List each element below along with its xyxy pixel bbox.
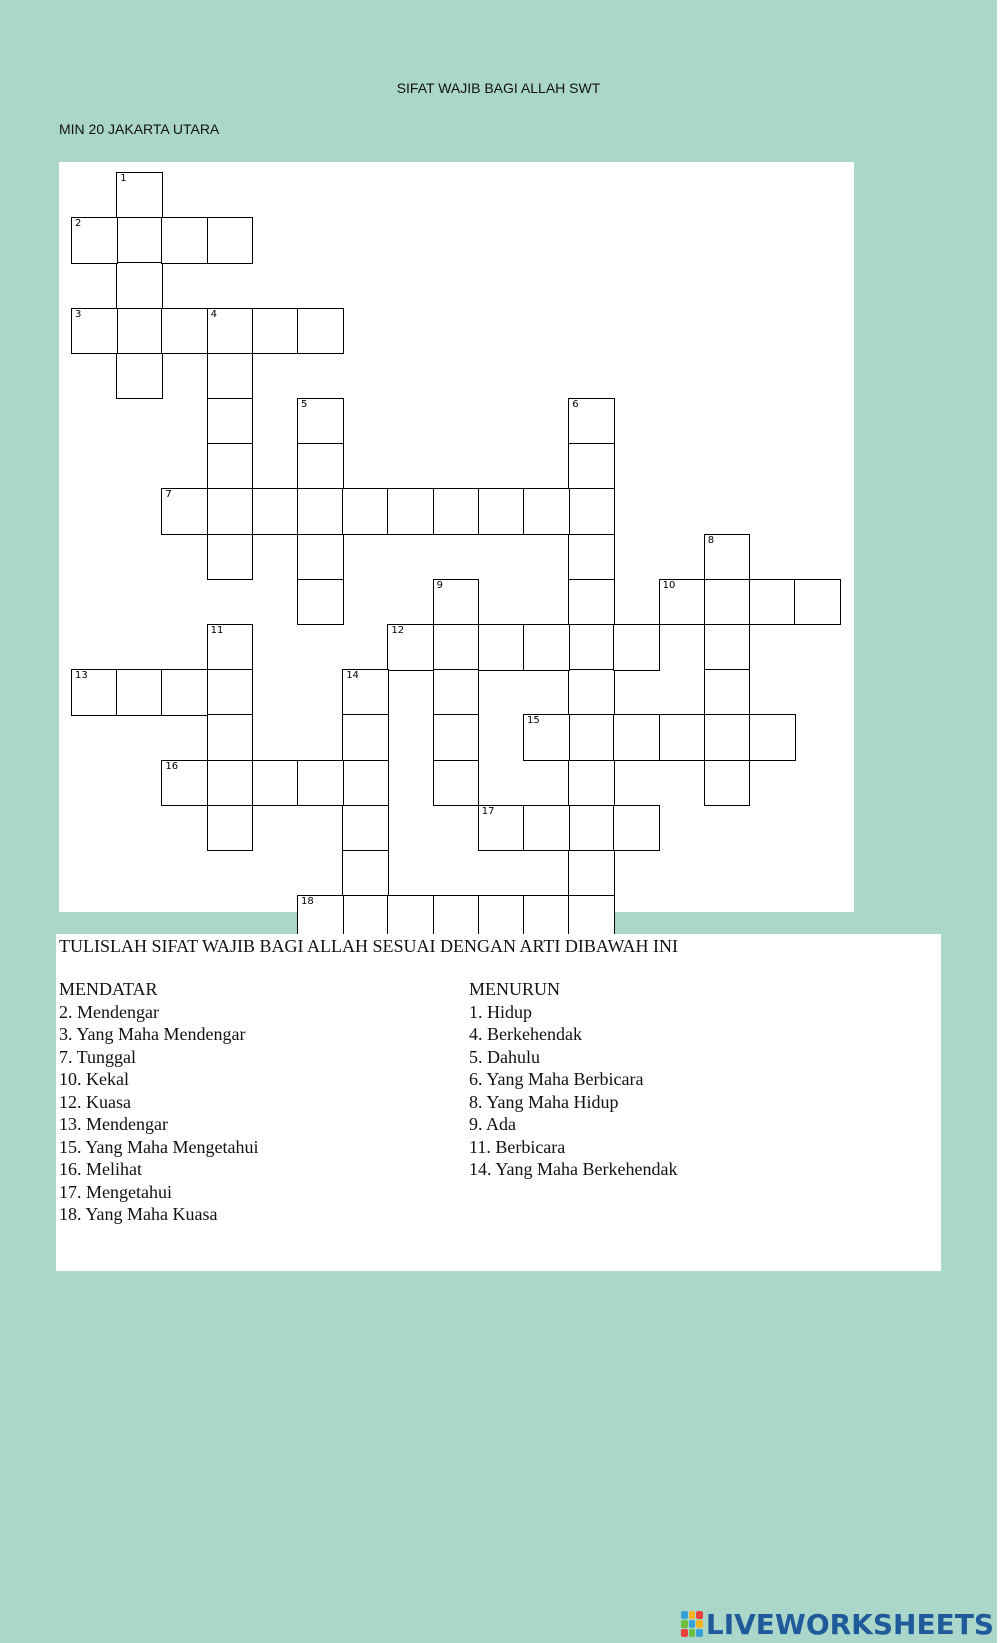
across-clues — [59, 978, 258, 1226]
across-clue: 12. Kuasa — [59, 1091, 131, 1112]
clue-number: 1 — [120, 173, 127, 184]
crossword-cell[interactable] — [207, 353, 254, 400]
clue-number: 9 — [436, 579, 443, 591]
crossword-cell[interactable] — [387, 488, 434, 535]
crossword-cell[interactable] — [523, 714, 570, 761]
crossword-cell[interactable] — [116, 172, 163, 219]
crossword-cell[interactable] — [207, 534, 254, 581]
clue-number: 15 — [527, 715, 540, 727]
crossword-cell[interactable] — [568, 805, 615, 852]
across-clue: 18. Yang Maha Kuasa — [59, 1204, 218, 1224]
clue-panel — [56, 934, 941, 1271]
across-clue: 13. Mendengar — [59, 1114, 168, 1134]
down-clue: 1. Hidup — [469, 1001, 532, 1022]
across-clue: 2. Mendengar — [59, 1001, 159, 1022]
crossword-cell[interactable] — [749, 714, 796, 761]
crossword-cell[interactable] — [116, 353, 163, 400]
crossword-cell[interactable] — [433, 624, 480, 671]
crossword-cell[interactable] — [568, 850, 615, 897]
crossword-cell[interactable] — [749, 579, 796, 626]
crossword-cell[interactable] — [478, 805, 525, 852]
page-title: SIFAT WAJIB BAGI ALLAH SWT — [396, 80, 601, 96]
crossword-cell[interactable] — [568, 534, 615, 581]
crossword-cell[interactable] — [297, 398, 344, 445]
liveworksheets-logo — [681, 1607, 994, 1641]
school-name: MIN 20 JAKARTA UTARA — [59, 121, 220, 137]
clue-number: 5 — [301, 399, 308, 410]
crossword-cell[interactable] — [207, 624, 254, 671]
across-heading: MENDATAR — [59, 979, 158, 999]
clue-number: 6 — [572, 399, 579, 410]
across-clue: 15. Yang Maha Mengetahui — [59, 1136, 259, 1157]
down-clue: 5. Dahulu — [469, 1046, 540, 1067]
crossword-cell[interactable] — [161, 669, 208, 716]
crossword-cell[interactable] — [523, 805, 570, 852]
crossword-cell[interactable] — [704, 669, 751, 716]
crossword-cell[interactable] — [207, 669, 254, 716]
crossword-cell[interactable] — [433, 579, 480, 626]
crossword-cell[interactable] — [478, 624, 525, 671]
crossword-cell[interactable] — [704, 579, 751, 626]
crossword-cell[interactable] — [161, 760, 208, 807]
across-clue: 10. Kekal — [59, 1069, 129, 1089]
crossword-cell[interactable] — [207, 760, 254, 807]
across-clue: 17. Mengetahui — [59, 1181, 172, 1202]
crossword-cell[interactable] — [252, 760, 299, 807]
clue-number: 4 — [210, 308, 217, 320]
crossword-cell[interactable] — [433, 669, 480, 716]
crossword-cell[interactable] — [71, 669, 118, 716]
crossword-cell[interactable] — [794, 579, 841, 626]
crossword-cell[interactable] — [342, 760, 389, 807]
clue-number: 10 — [662, 579, 676, 591]
clue-number: 18 — [301, 896, 314, 908]
crossword-cell[interactable] — [387, 624, 434, 671]
clue-number: 11 — [210, 625, 224, 636]
down-clue: 14. Yang Maha Berkehendak — [469, 1159, 678, 1179]
down-clue: 4. Berkehendak — [469, 1024, 582, 1044]
crossword-cell[interactable] — [297, 443, 344, 490]
crossword-cell[interactable] — [568, 443, 615, 490]
crossword-cell[interactable] — [297, 579, 344, 626]
crossword-cell[interactable] — [613, 624, 660, 671]
crossword-cell[interactable] — [207, 488, 254, 535]
down-heading: MENURUN — [469, 979, 561, 999]
crossword-cell[interactable] — [659, 714, 706, 761]
crossword-cell[interactable] — [297, 534, 344, 581]
crossword-cell[interactable] — [433, 760, 480, 807]
crossword-cell[interactable] — [523, 624, 570, 671]
clue-number: 12 — [391, 625, 405, 636]
instruction-text: TULISLAH SIFAT WAJIB BAGI ALLAH SESUAI DENGAN ARTI DIBAWAH INI — [59, 936, 678, 956]
crossword-cell[interactable] — [568, 488, 615, 535]
clue-number: 14 — [346, 670, 359, 682]
crossword-cell[interactable] — [659, 579, 706, 626]
crossword-cell[interactable] — [116, 217, 163, 264]
crossword-cell[interactable] — [613, 714, 660, 761]
crossword-cell[interactable] — [568, 624, 615, 671]
crossword-cell[interactable] — [71, 217, 118, 264]
crossword-grid — [59, 162, 854, 912]
crossword-cell[interactable] — [704, 534, 751, 581]
crossword-cell[interactable] — [161, 217, 208, 264]
crossword-cell[interactable] — [568, 760, 615, 807]
crossword-cell[interactable] — [116, 669, 163, 716]
crossword-cell[interactable] — [433, 488, 480, 535]
crossword-cell[interactable] — [116, 308, 163, 355]
crossword-cell[interactable] — [704, 760, 751, 807]
crossword-cell[interactable] — [568, 669, 615, 716]
liveworksheets-logo-icon — [681, 1611, 703, 1637]
crossword-cell[interactable] — [207, 217, 254, 264]
down-clue: 9. Ada — [469, 1114, 516, 1134]
crossword-cell[interactable] — [207, 443, 254, 490]
crossword-cell[interactable] — [478, 488, 525, 535]
down-clues — [469, 978, 677, 1181]
crossword-cell[interactable] — [342, 714, 389, 761]
crossword-cell[interactable] — [207, 308, 254, 355]
clue-number: 2 — [75, 218, 82, 230]
crossword-cell[interactable] — [704, 714, 751, 761]
crossword-cell[interactable] — [342, 669, 389, 716]
across-clue: 16. Melihat — [59, 1159, 142, 1179]
crossword-cell[interactable] — [704, 624, 751, 671]
crossword-cell[interactable] — [207, 805, 254, 852]
crossword-cell[interactable] — [433, 714, 480, 761]
down-clue: 11. Berbicara — [469, 1136, 566, 1157]
crossword-cell[interactable] — [252, 488, 299, 535]
crossword-cell[interactable] — [342, 805, 389, 852]
clue-number: 3 — [75, 308, 82, 320]
crossword-cell[interactable] — [71, 308, 118, 355]
crossword-cell[interactable] — [342, 850, 389, 897]
clue-number: 8 — [707, 534, 715, 546]
crossword-cell[interactable] — [297, 760, 344, 807]
clue-number: 7 — [165, 489, 172, 501]
down-clue: 6. Yang Maha Berbicara — [469, 1069, 644, 1089]
crossword-cell[interactable] — [207, 398, 254, 445]
across-clue: 3. Yang Maha Mendengar — [59, 1024, 246, 1044]
crossword-cell[interactable] — [297, 488, 344, 535]
crossword-cell[interactable] — [523, 488, 570, 535]
crossword-cell[interactable] — [613, 805, 660, 852]
crossword-cell[interactable] — [161, 308, 208, 355]
crossword-cell[interactable] — [568, 398, 615, 445]
liveworksheets-logo-text: LIVEWORKSHEETS — [705, 1607, 994, 1641]
crossword-cell[interactable] — [568, 579, 615, 626]
crossword-cell[interactable] — [207, 714, 254, 761]
crossword-cell[interactable] — [116, 262, 163, 309]
crossword-cell[interactable] — [342, 488, 389, 535]
crossword-cell[interactable] — [161, 488, 208, 535]
clue-number: 13 — [75, 670, 88, 682]
clue-number: 16 — [165, 760, 179, 772]
down-clue: 8. Yang Maha Hidup — [469, 1091, 619, 1112]
clue-number: 17 — [481, 805, 495, 817]
crossword-cell[interactable] — [568, 714, 615, 761]
crossword-cell[interactable] — [297, 308, 344, 355]
crossword-cell[interactable] — [252, 308, 299, 355]
across-clue: 7. Tunggal — [59, 1046, 137, 1067]
